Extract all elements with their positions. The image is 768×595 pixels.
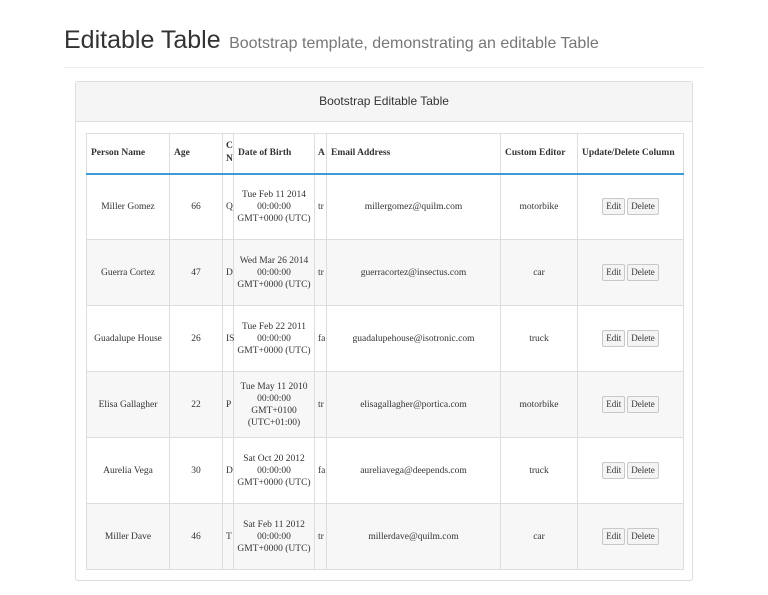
edit-button[interactable]: Edit <box>602 198 625 215</box>
cell-email-address[interactable]: millerdave@quilm.com <box>327 504 501 570</box>
page-header <box>64 24 704 68</box>
cell-person-name[interactable]: Guadalupe House <box>87 306 170 372</box>
cell-a[interactable]: tr <box>315 372 327 438</box>
cell-email-address[interactable]: millergomez@quilm.com <box>327 174 501 240</box>
cell-actions <box>578 174 684 240</box>
edit-button[interactable]: Edit <box>602 396 625 413</box>
table-row <box>87 438 684 504</box>
editable-table <box>86 133 684 570</box>
delete-button[interactable]: Delete <box>627 462 658 479</box>
delete-button[interactable]: Delete <box>627 528 658 545</box>
table-row <box>87 504 684 570</box>
table-row <box>87 372 684 438</box>
column-header-person-name[interactable]: Person Name <box>87 134 170 174</box>
cell-person-name[interactable]: Elisa Gallagher <box>87 372 170 438</box>
cell-custom-editor[interactable]: truck <box>501 306 578 372</box>
delete-button[interactable]: Delete <box>627 264 658 281</box>
cell-email-address[interactable]: elisagallagher@portica.com <box>327 372 501 438</box>
cell-a[interactable]: tr <box>315 504 327 570</box>
cell-date-of-birth[interactable]: Tue Feb 22 2011 00:00:00 GMT+0000 (UTC) <box>234 306 315 372</box>
cell-c[interactable]: T <box>223 504 234 570</box>
cell-date-of-birth[interactable]: Sat Feb 11 2012 00:00:00 GMT+0000 (UTC) <box>234 504 315 570</box>
table-row <box>87 240 684 306</box>
cell-custom-editor[interactable]: motorbike <box>501 372 578 438</box>
cell-age[interactable]: 30 <box>170 438 223 504</box>
cell-age[interactable]: 22 <box>170 372 223 438</box>
cell-actions <box>578 306 684 372</box>
column-header-email-address[interactable]: Email Address <box>327 134 501 174</box>
cell-custom-editor[interactable]: car <box>501 504 578 570</box>
cell-email-address[interactable]: aureliavega@deepends.com <box>327 438 501 504</box>
column-header-a[interactable]: A <box>315 134 327 174</box>
column-header-update-delete[interactable]: Update/Delete Column <box>578 134 684 174</box>
cell-person-name[interactable]: Guerra Cortez <box>87 240 170 306</box>
delete-button[interactable]: Delete <box>627 330 658 347</box>
cell-a[interactable]: fa <box>315 306 327 372</box>
cell-c[interactable]: D <box>223 240 234 306</box>
edit-button[interactable]: Edit <box>602 462 625 479</box>
cell-custom-editor[interactable]: motorbike <box>501 174 578 240</box>
cell-a[interactable]: tr <box>315 240 327 306</box>
cell-actions <box>578 240 684 306</box>
cell-a[interactable]: tr <box>315 174 327 240</box>
cell-actions <box>578 504 684 570</box>
edit-button[interactable]: Edit <box>602 330 625 347</box>
panel-title: Bootstrap Editable Table <box>76 82 692 122</box>
cell-person-name[interactable]: Miller Gomez <box>87 174 170 240</box>
cell-age[interactable]: 47 <box>170 240 223 306</box>
table-panel <box>75 81 693 581</box>
cell-c[interactable]: Q <box>223 174 234 240</box>
cell-date-of-birth[interactable]: Tue May 11 2010 00:00:00 GMT+0100 (UTC+01:00) <box>234 372 315 438</box>
page-subtitle: Bootstrap template, demonstrating an editable Table <box>229 35 599 52</box>
cell-person-name[interactable]: Aurelia Vega <box>87 438 170 504</box>
cell-a[interactable]: fa <box>315 438 327 504</box>
table-header-row <box>87 134 684 174</box>
cell-date-of-birth[interactable]: Tue Feb 11 2014 00:00:00 GMT+0000 (UTC) <box>234 174 315 240</box>
table-row <box>87 306 684 372</box>
cell-c[interactable]: D <box>223 438 234 504</box>
cell-custom-editor[interactable]: car <box>501 240 578 306</box>
cell-person-name[interactable]: Miller Dave <box>87 504 170 570</box>
cell-email-address[interactable]: guerracortez@insectus.com <box>327 240 501 306</box>
cell-age[interactable]: 26 <box>170 306 223 372</box>
page-title: Editable Table <box>64 26 221 54</box>
column-header-c[interactable]: C N <box>223 134 234 174</box>
delete-button[interactable]: Delete <box>627 198 658 215</box>
cell-c[interactable]: IS <box>223 306 234 372</box>
edit-button[interactable]: Edit <box>602 264 625 281</box>
cell-age[interactable]: 66 <box>170 174 223 240</box>
cell-actions <box>578 438 684 504</box>
cell-c[interactable]: P <box>223 372 234 438</box>
cell-actions <box>578 372 684 438</box>
column-header-custom-editor[interactable]: Custom Editor <box>501 134 578 174</box>
column-header-age[interactable]: Age <box>170 134 223 174</box>
delete-button[interactable]: Delete <box>627 396 658 413</box>
cell-age[interactable]: 46 <box>170 504 223 570</box>
table-body <box>87 174 684 570</box>
cell-email-address[interactable]: guadalupehouse@isotronic.com <box>327 306 501 372</box>
cell-date-of-birth[interactable]: Sat Oct 20 2012 00:00:00 GMT+0000 (UTC) <box>234 438 315 504</box>
table-row <box>87 174 684 240</box>
edit-button[interactable]: Edit <box>602 528 625 545</box>
column-header-date-of-birth[interactable]: Date of Birth <box>234 134 315 174</box>
cell-custom-editor[interactable]: truck <box>501 438 578 504</box>
cell-date-of-birth[interactable]: Wed Mar 26 2014 00:00:00 GMT+0000 (UTC) <box>234 240 315 306</box>
